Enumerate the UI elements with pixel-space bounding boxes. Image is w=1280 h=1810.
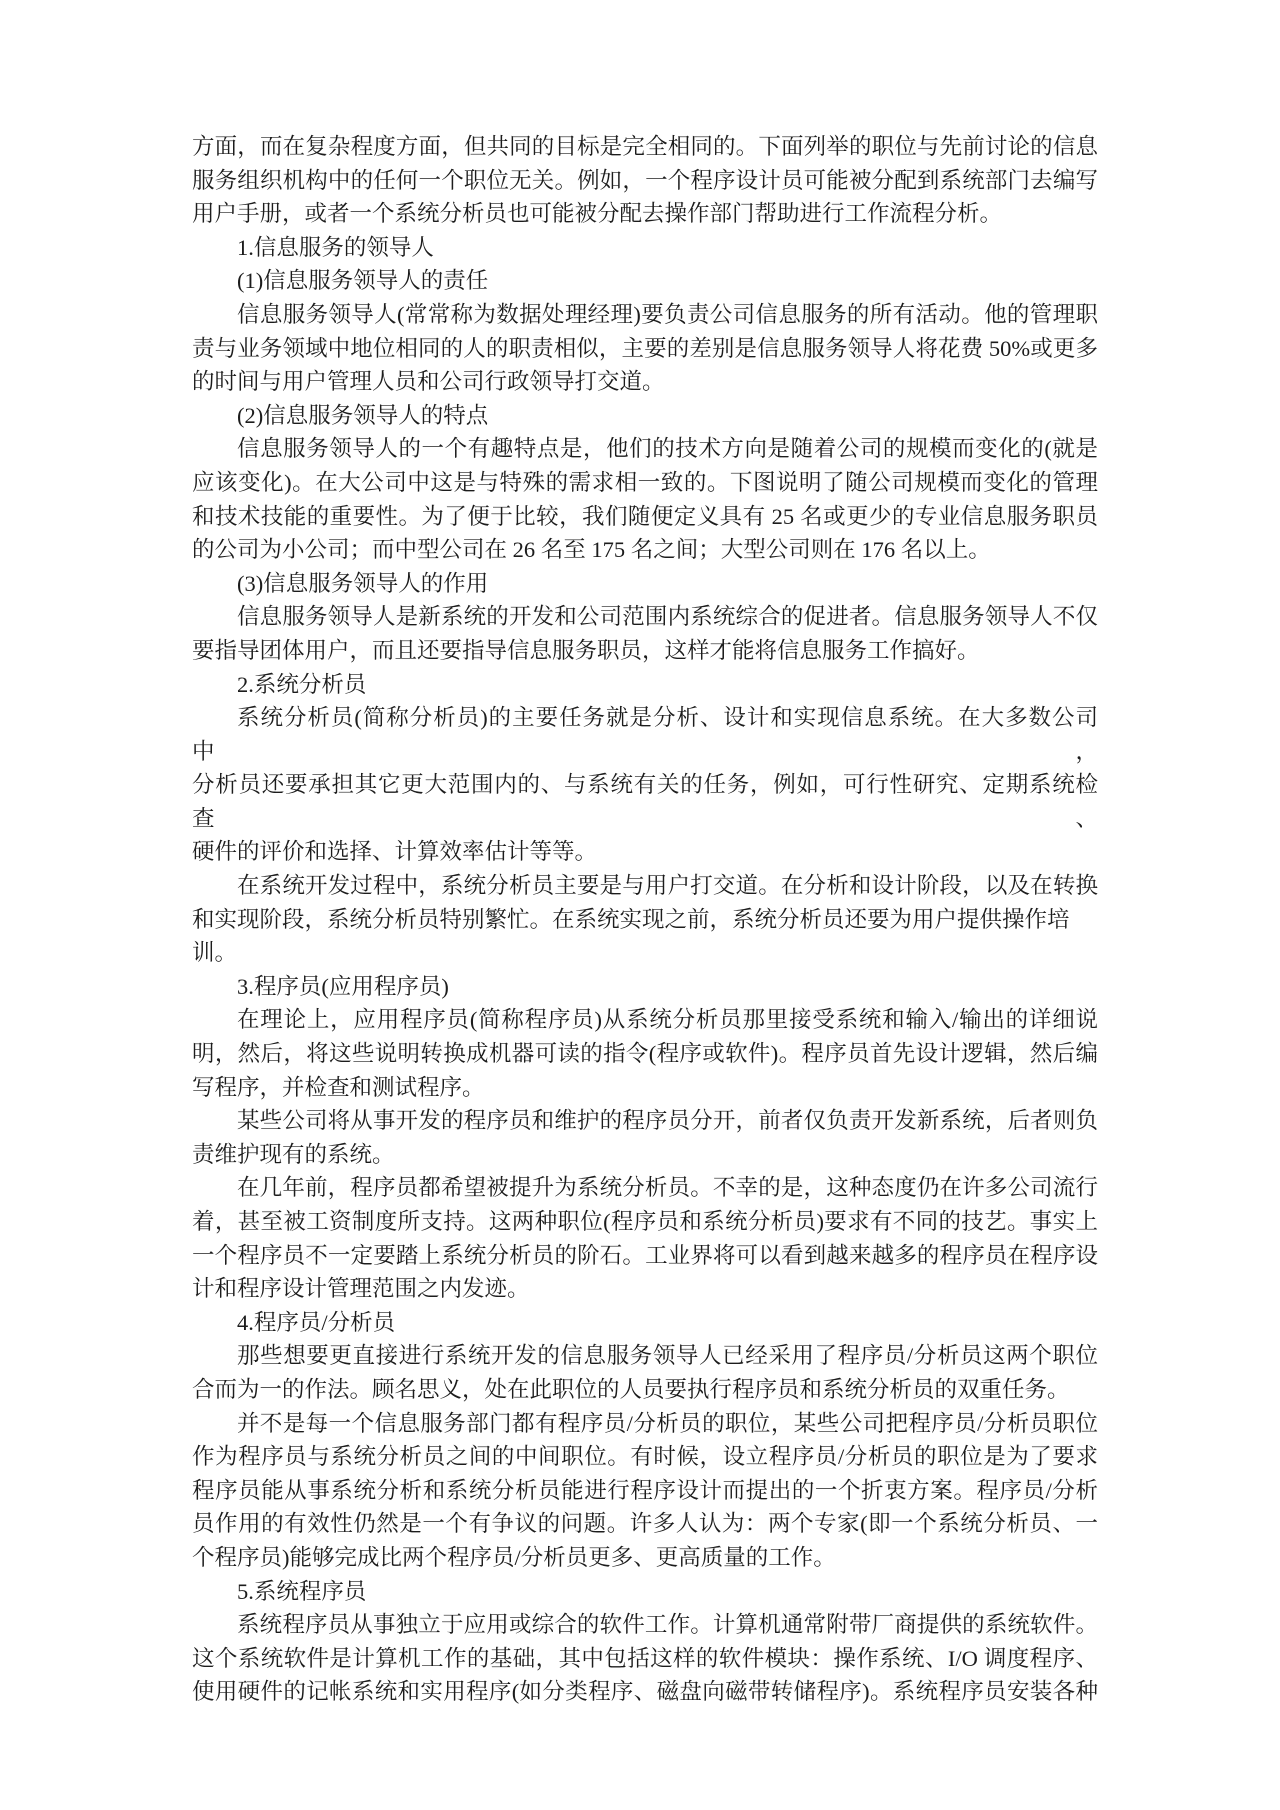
text-line: 信息服务领导人的一个有趣特点是，他们的技术方向是随着公司的规模而变化的(就是 [237, 436, 1098, 462]
text-line: 那些想要更直接进行系统开发的信息服务领导人已经采用了程序员/分析员这两个职位 [237, 1343, 1098, 1369]
text-line: 用户手册，或者一个系统分析员也可能被分配去操作部门帮助进行工作流程分析。 [192, 201, 1003, 227]
text-line: (2)信息服务领导人的特点 [237, 402, 489, 428]
text-line: 系统程序员从事独立于应用或综合的软件工作。计算机通常附带厂商提供的系统软件。 [237, 1612, 1098, 1638]
text-line: 作为程序员与系统分析员之间的中间职位。有时候，设立程序员/分析员的职位是为了要求 [192, 1444, 1098, 1470]
text-line: 某些公司将从事开发的程序员和维护的程序员分开，前者仅负责开发新系统，后者则负 [237, 1108, 1098, 1134]
text-line: 信息服务领导人是新系统的开发和公司范围内系统综合的促进者。信息服务领导人不仅 [237, 604, 1098, 630]
text-line: 和实现阶段，系统分析员特别繁忙。在系统实现之前，系统分析员还要为用户提供操作培训。 [192, 906, 1070, 966]
text-line: 服务组织机构中的任何一个职位无关。例如，一个程序设计员可能被分配到系统部门去编写 [192, 167, 1098, 193]
text-line: 在理论上，应用程序员(简称程序员)从系统分析员那里接受系统和输入/输出的详细说 [237, 1007, 1098, 1033]
text-line: 明，然后，将这些说明转换成机器可读的指令(程序或软件)。程序员首先设计逻辑，然后编 [192, 1041, 1098, 1067]
text-line: 使用硬件的记帐系统和实用程序(如分类程序、磁盘向磁带转储程序)。系统程序员安装各种 [192, 1679, 1098, 1705]
text-line: 和技术技能的重要性。为了便于比较，我们随便定义具有 25 名或更少的专业信息服务职员 [192, 503, 1098, 529]
text-line: 分析员还要承担其它更大范围内的、与系统有关的任务，例如，可行性研究、定期系统检查、 [192, 772, 1098, 831]
text-line: 应该变化)。在大公司中这是与特殊的需求相一致的。下图说明了随公司规模而变化的管理 [192, 469, 1098, 495]
document-text [192, 130, 1098, 1709]
text-line: 1.信息服务的领导人 [237, 234, 434, 260]
text-line: 方面，而在复杂程度方面，但共同的目标是完全相同的。下面列举的职位与先前讨论的信息 [192, 134, 1098, 159]
text-line: 5.系统程序员 [237, 1578, 367, 1604]
text-line: 信息服务领导人(常常称为数据处理经理)要负责公司信息服务的所有活动。他的管理职 [237, 301, 1098, 327]
text-line: 一个程序员不一定要踏上系统分析员的阶石。工业界将可以看到越来越多的程序员在程序设 [192, 1242, 1098, 1268]
text-line: 员作用的有效性仍然是一个有争议的问题。许多人认为：两个专家(即一个系统分析员、一 [192, 1511, 1098, 1537]
text-line: 责与业务领域中地位相同的人的职责相似，主要的差别是信息服务领导人将花费 50%或更多 [192, 335, 1098, 361]
text-line: 系统分析员(简称分析员)的主要任务就是分析、设计和实现信息系统。在大多数公司中， [192, 705, 1098, 764]
text-line: 在系统开发过程中，系统分析员主要是与用户打交道。在分析和设计阶段，以及在转换 [237, 873, 1098, 899]
text-line: 4.程序员/分析员 [237, 1309, 396, 1335]
text-line: 程序员能从事系统分析和系统分析员能进行程序设计而提出的一个折衷方案。程序员/分析 [192, 1477, 1098, 1503]
text-line: 这个系统软件是计算机工作的基础，其中包括这样的软件模块：操作系统、I/O 调度程序、 [192, 1645, 1098, 1671]
text-line: 着，甚至被工资制度所支持。这两种职位(程序员和系统分析员)要求有不同的技艺。事实上 [192, 1209, 1098, 1234]
text-line: 在几年前，程序员都希望被提升为系统分析员。不幸的是，这种态度仍在许多公司流行 [237, 1175, 1098, 1201]
text-line: 硬件的评价和选择、计算效率估计等等。 [192, 839, 598, 865]
text-line: 3.程序员(应用程序员) [237, 973, 449, 999]
text-line: 并不是每一个信息服务部门都有程序员/分析员的职位，某些公司把程序员/分析员职位 [237, 1410, 1098, 1436]
text-line: 要指导团体用户，而且还要指导信息服务职员，这样才能将信息服务工作搞好。 [192, 637, 980, 663]
text-line: 合而为一的作法。顾名思义，处在此职位的人员要执行程序员和系统分析员的双重任务。 [192, 1376, 1070, 1402]
text-line: 个程序员)能够完成比两个程序员/分析员更多、更高质量的工作。 [192, 1544, 836, 1570]
text-line: 的公司为小公司；而中型公司在 26 名至 175 名之间；大型公司则在 176 名以上。 [192, 537, 991, 563]
text-line: 的时间与用户管理人员和公司行政领导打交道。 [192, 369, 665, 395]
text-line: 计和程序设计管理范围之内发迹。 [192, 1276, 530, 1302]
text-line: (1)信息服务领导人的责任 [237, 268, 489, 294]
text-line: 写程序，并检查和测试程序。 [192, 1074, 485, 1100]
text-line: 2.系统分析员 [237, 671, 367, 697]
text-line: (3)信息服务领导人的作用 [237, 570, 489, 596]
text-line: 责维护现有的系统。 [192, 1141, 395, 1167]
